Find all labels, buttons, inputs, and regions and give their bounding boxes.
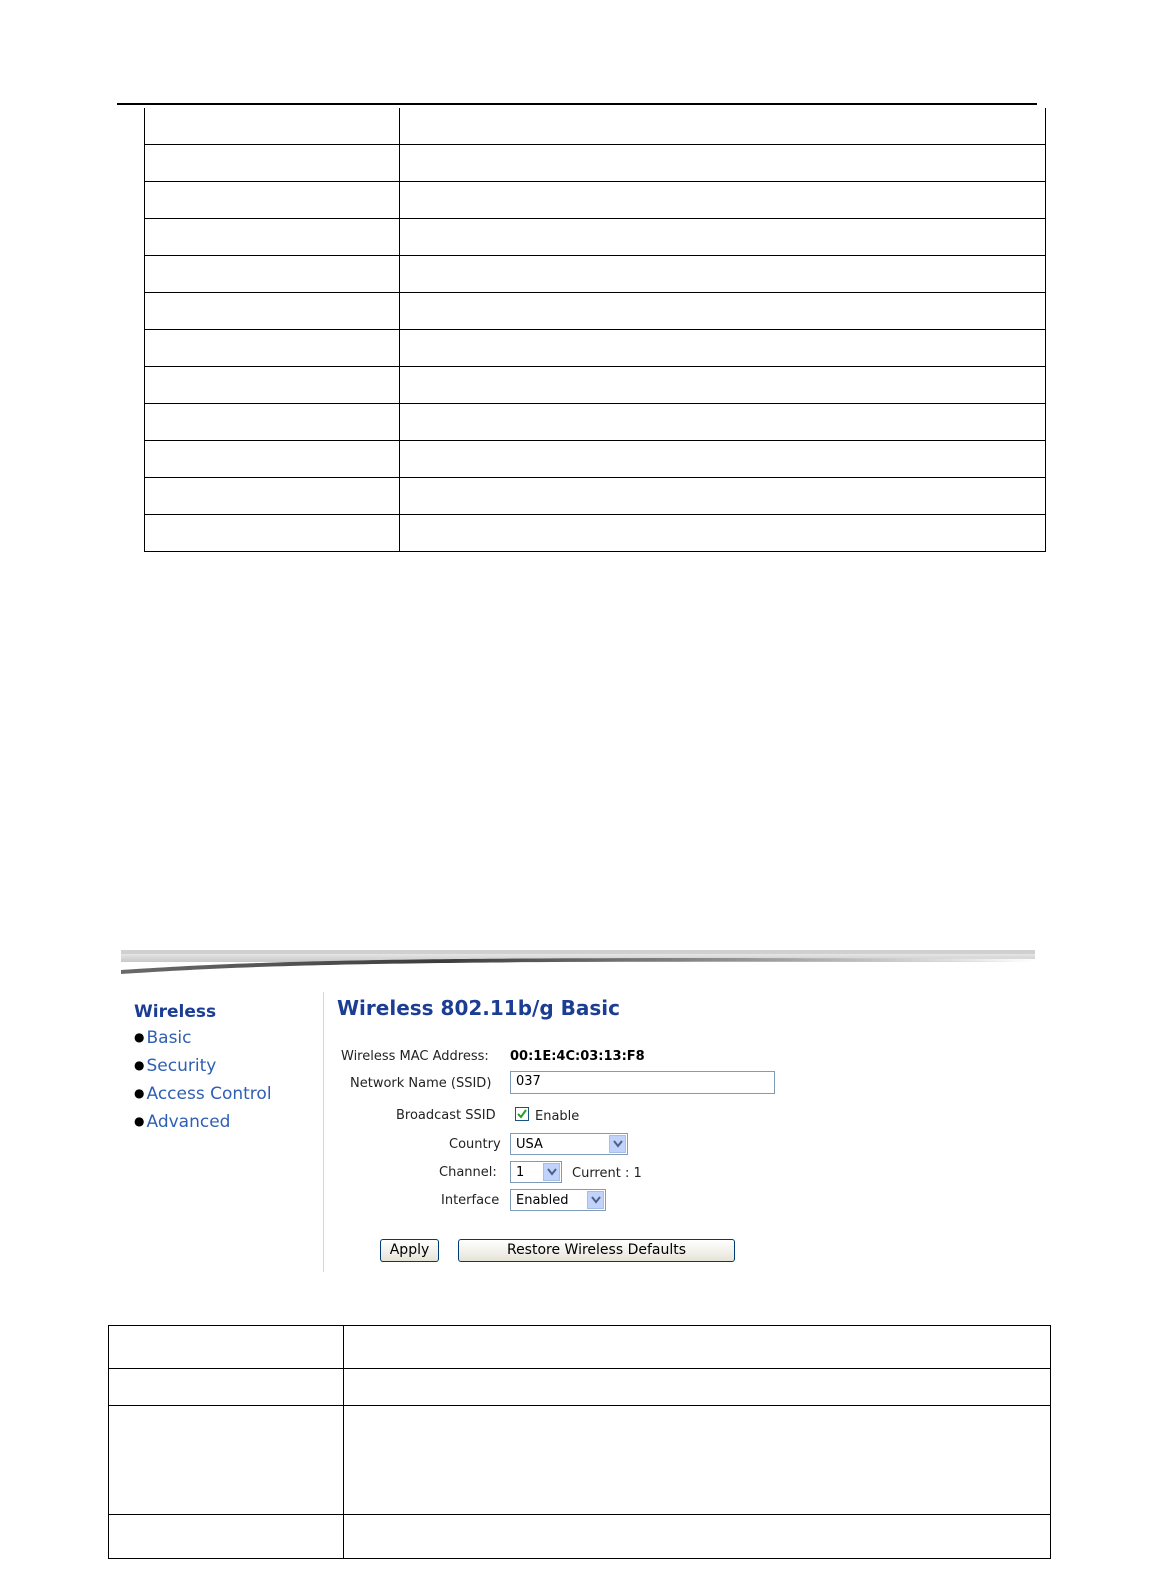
sidebar-item-advanced[interactable]: ● Advanced bbox=[134, 1112, 231, 1132]
bullet-icon: ● bbox=[134, 1114, 145, 1128]
table-cell bbox=[400, 404, 1046, 441]
mac-address-label: Wireless MAC Address: bbox=[341, 1049, 489, 1064]
page-title: Wireless 802.11b/g Basic bbox=[337, 996, 620, 1020]
sidebar-nav bbox=[134, 1000, 314, 1136]
table-row bbox=[109, 1406, 1051, 1515]
table-cell bbox=[145, 478, 400, 515]
mac-address-value: 00:1E:4C:03:13:F8 bbox=[510, 1049, 645, 1064]
table-cell bbox=[145, 515, 400, 552]
restore-defaults-button[interactable]: Restore Wireless Defaults bbox=[458, 1239, 735, 1262]
current-channel-text: Current : 1 bbox=[572, 1166, 642, 1181]
table-row bbox=[145, 367, 1046, 404]
checkmark-icon bbox=[517, 1109, 527, 1119]
broadcast-ssid-label: Broadcast SSID bbox=[396, 1108, 496, 1123]
bottom-table bbox=[108, 1325, 1051, 1559]
table-cell bbox=[400, 256, 1046, 293]
bullet-icon: ● bbox=[134, 1030, 145, 1044]
table-cell bbox=[400, 182, 1046, 219]
table-row bbox=[145, 441, 1046, 478]
interface-label: Interface bbox=[441, 1193, 500, 1208]
ssid-label: Network Name (SSID) bbox=[350, 1076, 492, 1091]
table-row bbox=[145, 330, 1046, 367]
table-cell bbox=[145, 367, 400, 404]
table-cell bbox=[145, 219, 400, 256]
table-cell bbox=[400, 145, 1046, 182]
table-cell bbox=[400, 515, 1046, 552]
table-row bbox=[145, 478, 1046, 515]
channel-select[interactable]: 1 bbox=[510, 1161, 562, 1183]
table-cell bbox=[400, 441, 1046, 478]
interface-select[interactable]: Enabled bbox=[510, 1189, 606, 1211]
table-row bbox=[145, 108, 1046, 145]
table-row bbox=[145, 182, 1046, 219]
table-cell bbox=[400, 293, 1046, 330]
country-select[interactable]: USA bbox=[510, 1133, 628, 1155]
table-row bbox=[145, 219, 1046, 256]
apply-button[interactable]: Apply bbox=[380, 1239, 439, 1262]
table-cell bbox=[145, 145, 400, 182]
table-cell bbox=[400, 219, 1046, 256]
sidebar-item-basic[interactable]: ● Basic bbox=[134, 1028, 192, 1048]
table-row bbox=[109, 1369, 1051, 1406]
table-cell bbox=[145, 404, 400, 441]
top-table bbox=[144, 108, 1046, 552]
top-banner bbox=[121, 950, 1035, 980]
table-row bbox=[145, 145, 1046, 182]
table-cell bbox=[145, 256, 400, 293]
table-cell bbox=[400, 478, 1046, 515]
table-row bbox=[109, 1515, 1051, 1559]
broadcast-ssid-option: Enable bbox=[535, 1109, 580, 1124]
table-cell bbox=[400, 108, 1046, 145]
sidebar-divider bbox=[323, 992, 324, 1272]
channel-label: Channel: bbox=[439, 1165, 497, 1180]
table-cell bbox=[400, 367, 1046, 404]
country-label: Country bbox=[449, 1137, 501, 1152]
table-row bbox=[145, 404, 1046, 441]
chevron-down-icon bbox=[543, 1163, 560, 1181]
sidebar-item-access-control[interactable]: ● Access Control bbox=[134, 1084, 272, 1104]
chevron-down-icon bbox=[587, 1191, 604, 1209]
table-cell bbox=[145, 330, 400, 367]
chevron-down-icon bbox=[609, 1135, 626, 1153]
table-row bbox=[145, 256, 1046, 293]
table-cell bbox=[145, 293, 400, 330]
table-row bbox=[145, 515, 1046, 552]
table-cell bbox=[145, 182, 400, 219]
table-cell bbox=[145, 441, 400, 478]
sidebar-item-security[interactable]: ● Security bbox=[134, 1056, 217, 1076]
table-cell bbox=[145, 108, 400, 145]
bullet-icon: ● bbox=[134, 1086, 145, 1100]
table-row bbox=[109, 1326, 1051, 1369]
table-row bbox=[145, 293, 1046, 330]
table-cell bbox=[400, 330, 1046, 367]
sidebar-title: Wireless bbox=[134, 1002, 217, 1022]
ssid-input[interactable]: 037 bbox=[510, 1071, 775, 1094]
broadcast-ssid-checkbox[interactable] bbox=[515, 1107, 529, 1121]
header-rule bbox=[117, 103, 1037, 105]
bullet-icon: ● bbox=[134, 1058, 145, 1072]
